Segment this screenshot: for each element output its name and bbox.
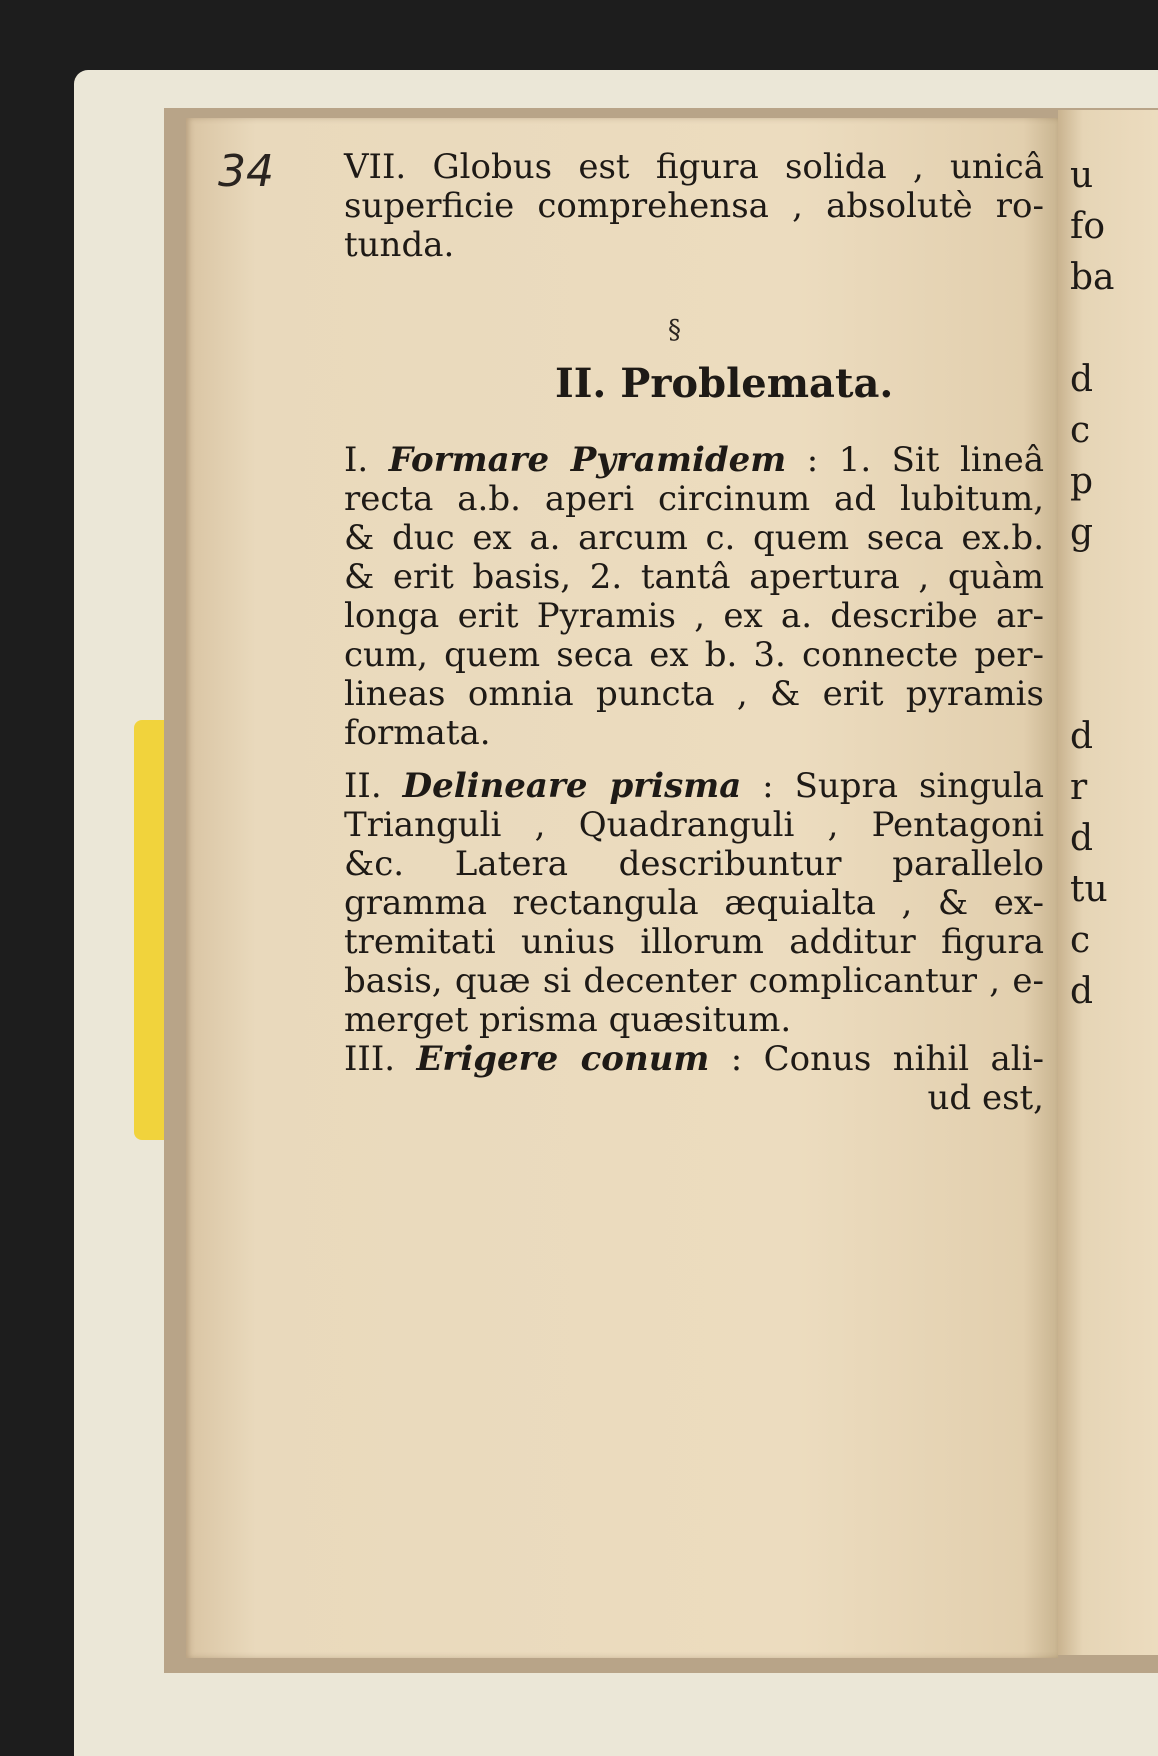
catchword: ud est, (927, 1078, 1044, 1118)
bookmark-tab (134, 720, 168, 1140)
problem-2-title: Delineare prisma (402, 766, 742, 806)
problem-2-line: basis, quæ si decenter complicantur , e- (344, 961, 1044, 1001)
facing-fragment: ba (1070, 257, 1115, 298)
facing-fragment: c (1070, 920, 1091, 961)
problem-3-first-line (344, 1040, 1044, 1079)
section-heading: II. Problemata. (555, 360, 894, 407)
facing-fragment: d (1070, 971, 1094, 1012)
facing-fragment: d (1070, 716, 1094, 757)
problem-2-line: Trianguli , Quadranguli , Pentagoni (344, 805, 1044, 845)
problem-2-numeral: II. (344, 766, 382, 806)
problem-1-line: & duc ex a. arcum c. quem seca ex.b. (344, 518, 1044, 558)
problem-2-line: merget prisma quæsitum. (344, 1000, 792, 1040)
facing-fragment (1070, 303, 1158, 354)
facing-fragment: u (1070, 155, 1094, 196)
page-body (344, 148, 1044, 1118)
facing-fragment (1070, 558, 1158, 609)
problem-2-line: tremitati unius illorum additur figura (344, 922, 1044, 962)
problem-1-numeral: I. (344, 440, 369, 480)
problem-1-line: longa erit Pyramis , ex a. describe ar- (344, 596, 1044, 636)
problem-1-line: lineas omnia puncta , & erit pyramis (344, 674, 1044, 714)
page-number: 34 (218, 146, 274, 197)
problem-1-line: formata. (344, 713, 491, 753)
facing-fragment: d (1070, 818, 1094, 859)
problem-1-line: cum, quem seca ex b. 3. connecte per- (344, 635, 1044, 675)
problem-2-first-rest: : Supra singula (762, 766, 1045, 806)
facing-fragment: fo (1070, 206, 1105, 247)
problem-3-title: Erigere conum (416, 1039, 710, 1079)
facing-fragment (1070, 660, 1158, 711)
facing-fragment (1070, 609, 1158, 660)
facing-fragment: p (1070, 461, 1094, 502)
facing-fragment: d (1070, 359, 1094, 400)
definition-line-3: tunda. (344, 225, 455, 265)
problem-3-numeral: III. (344, 1039, 396, 1079)
problem-2-line: &c. Latera describuntur parallelo (344, 844, 1044, 884)
problem-2-line: gramma rectangula æquialta , & ex- (344, 883, 1044, 923)
problem-1-line: & erit basis, 2. tantâ apertura , quàm (344, 557, 1044, 597)
facing-fragment: tu (1070, 869, 1108, 910)
problem-1-first-rest: : 1. Sit lineâ (806, 440, 1045, 480)
facing-fragment: r (1070, 767, 1088, 808)
problem-1-line: recta a.b. aperi circinum ad lubitum, (344, 479, 1044, 519)
facing-fragment: c (1070, 410, 1091, 451)
facing-fragment: g (1070, 512, 1094, 553)
problem-1-first-line (344, 441, 1044, 480)
section-ornament: § (668, 315, 681, 345)
definition-line-1: VII. Globus est figura solida , unicâ (344, 147, 1044, 187)
facing-page-fragments (1070, 150, 1158, 1017)
problem-2-first-line (344, 767, 1044, 806)
problem-1-title: Formare Pyramidem (388, 440, 787, 480)
problem-3-first-rest: : Conus nihil ali- (730, 1039, 1045, 1079)
definition-line-2: superficie comprehensa , absolutè ro- (344, 186, 1044, 226)
